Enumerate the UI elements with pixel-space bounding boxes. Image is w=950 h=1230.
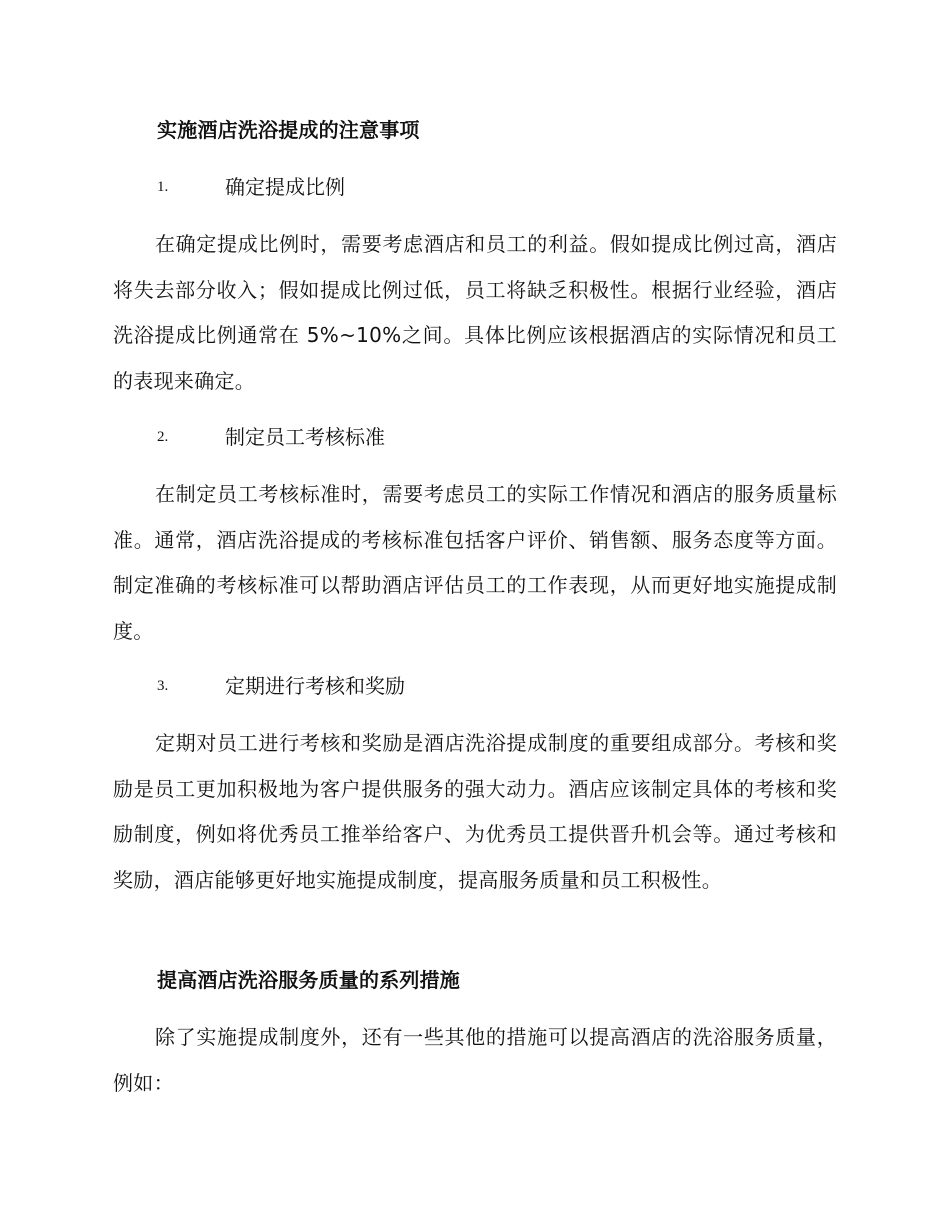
section-heading: 提高酒店洗浴服务质量的系列措施 [157,968,460,992]
paragraph: 定期对员工进行考核和奖励是酒店洗浴提成制度的重要组成部分。考核和奖励是员工更加积极地为客户提供服务的强大动力。酒店应该制定具体的考核和奖励制度，例如将优秀员工推举给客户、为优秀员工提供晋升机会等。通过考核和奖励，酒店能够更好地实施提成制度，提高服务质量和员工积极性。 [113,731,837,892]
item-label: 制定员工考核标准 [225,425,385,449]
paragraph: 除了实施提成制度外，还有一些其他的措施可以提高酒店的洗浴服务质量，例如： [113,1025,837,1095]
item-number: 2. [157,429,169,445]
item-number: 3. [157,678,169,694]
item-number: 1. [157,179,169,195]
item-label: 确定提成比例 [225,175,345,199]
section-heading: 实施酒店洗浴提成的注意事项 [157,118,420,142]
paragraph: 在制定员工考核标准时，需要考虑员工的实际工作情况和酒店的服务质量标准。通常，酒店洗浴提成的考核标准包括客户评价、销售额、服务态度等方面。制定准确的考核标准可以帮助酒店评估员工的工作表现，从而更好地实施提成制度。 [113,482,837,643]
paragraph: 在确定提成比例时，需要考虑酒店和员工的利益。假如提成比例过高，酒店将失去部分收入；假如提成比例过低，员工将缺乏积极性。根据行业经验，酒店洗浴提成比例通常在 5%~10%之间。具体比例应该根据酒店的实际情况和员工的表现来确定。 [113,232,837,393]
item-label: 定期进行考核和奖励 [225,674,405,698]
